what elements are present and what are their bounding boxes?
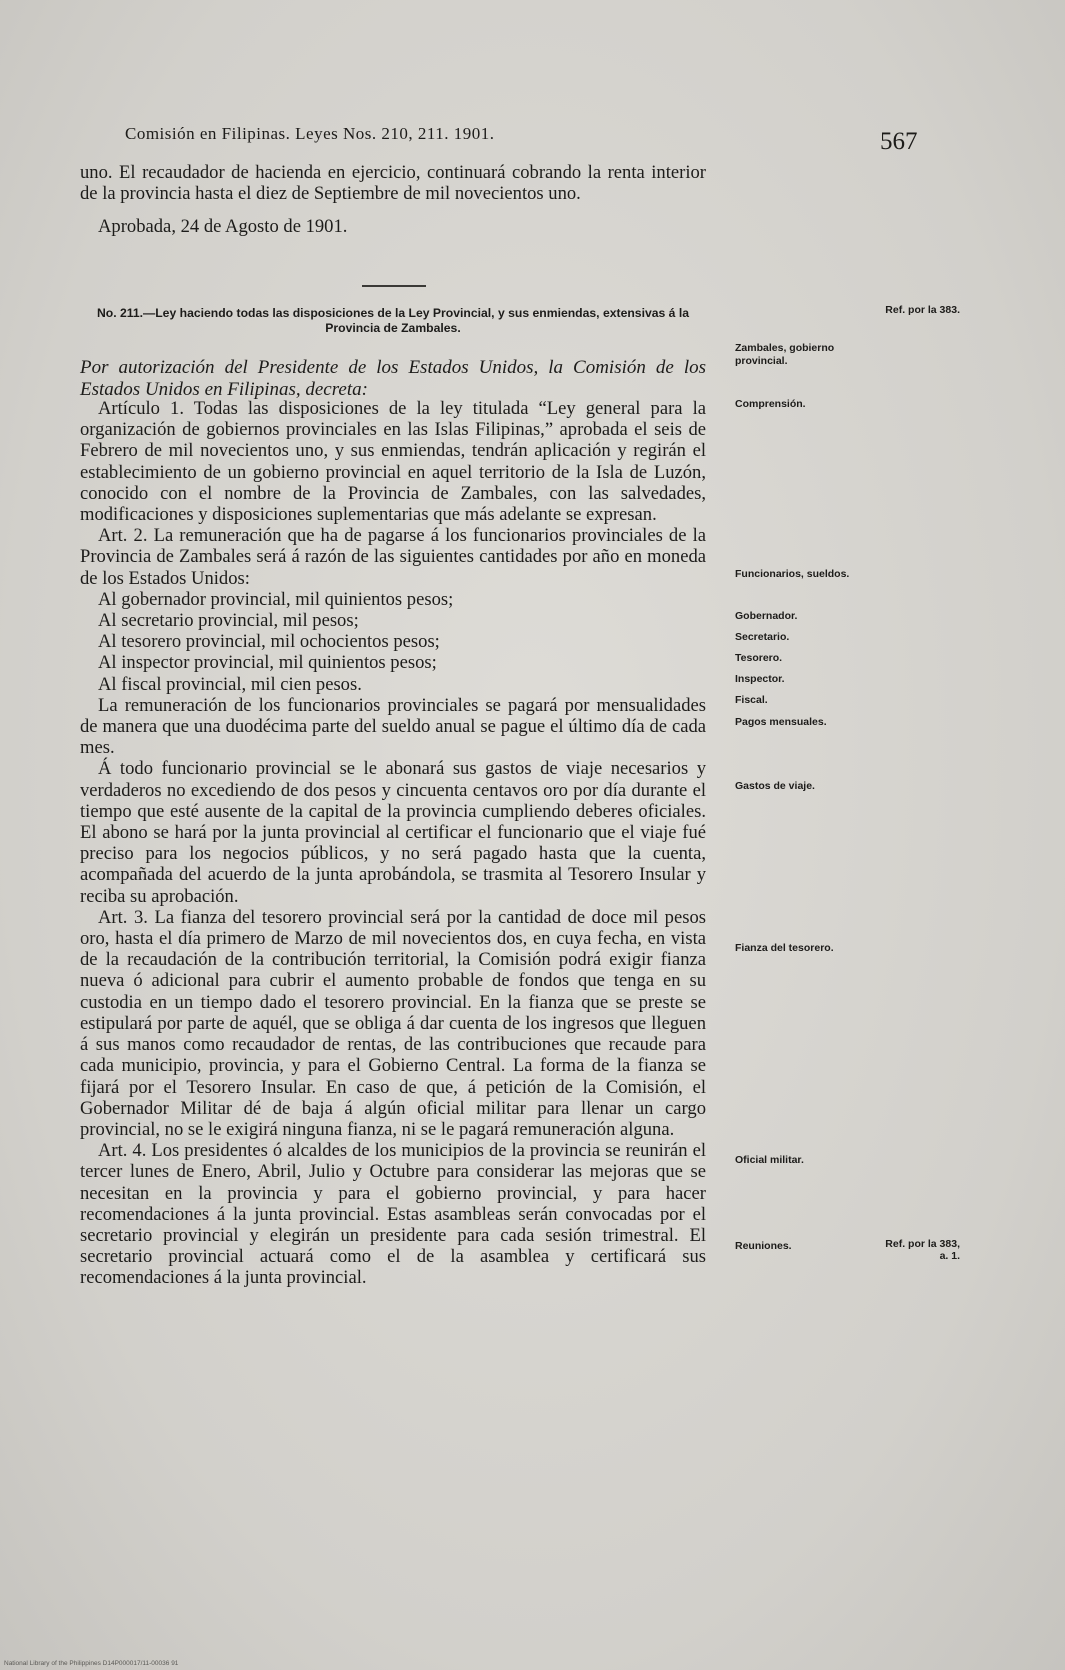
margin-note: Fianza del tesorero.	[735, 942, 834, 954]
top-paragraphs	[80, 162, 706, 238]
articles	[80, 398, 706, 1289]
paragraph: uno. El recaudador de hacienda en ejercicio, continuará cobrando la renta interior de la provincia hasta el diez de Septiembre de mil novecientos uno.	[80, 162, 706, 205]
article-3: Art. 3. La fianza del tesorero provincial será por la cantidad de doce mil pesos oro, hasta el día primero de Marzo de mil novecientos dos, en cuya fecha, en vista de la recaudación de la contribución territorial, la Comisión podrá exigir fianza nueva ó adicional para cubrir el aumento probable de fondos que tenga en su custodia en un tiempo dado el tesorero provincial. En la fianza que se preste se estipulará por parte de aquél, que se obliga á dar cuenta de los ingresos que lleguen á sus manos como recaudador de rentas, de las contribuciones que recaude para cada municipio, provincia, y para el Gobierno Central. La forma de la fianza se fijará por el Tesorero Insular. En caso de que, á petición de la Comisión, el Gobernador Militar dé de baja á algún oficial militar para llenar un cargo provincial, no se le exigirá ninguna fianza, ni se le pagará remuneración alguna.	[80, 906, 706, 1140]
margin-note: Gastos de viaje.	[735, 780, 815, 792]
salary-item: Al secretario provincial, mil pesos;	[98, 610, 359, 632]
reference-note: Ref. por la 383, a. 1.	[885, 1238, 960, 1262]
margin-note: Zambales, gobierno provincial.	[735, 342, 835, 367]
section-divider	[362, 285, 426, 287]
page-number: 567	[880, 128, 918, 155]
running-title: Comisión en Filipinas. Leyes Nos. 210, 211. 1901.	[125, 124, 495, 143]
margin-note: Secretario.	[735, 631, 790, 643]
margin-note: Gobernador.	[735, 610, 798, 622]
margin-note: Comprensión.	[735, 398, 806, 410]
travel-expense-paragraph: Á todo funcionario provincial se le abonará sus gastos de viaje necesarios y verdaderos no excediendo de dos pesos y cincuenta centavos oro por día durante el tiempo que esté ausente de la capital de la provincia cumpliendo deberes oficiales. El abono se hará por la junta provincial al certificar el funcionario que el viaje fué preciso para los negocios públicos, y no será pagado hasta que la cuenta, acompañada del acuerdo de la junta aprobándola, se trasmita al Tesorero Insular y reciba su aprobación.	[80, 758, 706, 907]
margin-note: Oficial militar.	[735, 1154, 804, 1166]
enacting-clause: Por autorización del Presidente de los Estados Unidos, la Comisión de los Estados Unidos en Filipinas, decreta:	[80, 357, 706, 400]
salary-item: Al gobernador provincial, mil quinientos pesos;	[98, 588, 454, 610]
margin-note: Tesorero.	[735, 652, 783, 664]
article-4: Art. 4. Los presidentes ó alcaldes de los municipios de la provincia se reunirán el tercer lunes de Enero, Abril, Julio y Octubre para considerar las mejoras que se necesitan en la provincia y para el gobierno provincial, y para hacer recomendaciones á la junta provincial. Estas asambleas serán convocadas por el secretario provincial y elegirán un presidente para cada sesión trimestral. El secretario provincial actuará como el de la asamblea y certificará sus recomendaciones á la junta provincial.	[80, 1140, 706, 1289]
margin-note: Pagos mensuales.	[735, 716, 827, 728]
margin-note: Inspector.	[735, 673, 785, 685]
archive-footer: National Library of the Philippines D14P000017/11-00036 91	[4, 1660, 179, 1667]
reference-note: Ref. por la 383.	[885, 304, 960, 316]
monthly-payment-paragraph: La remuneración de los funcionarios provinciales se pagará por mensualidades de manera que una duodécima parte del sueldo anual se pague el último día de cada mes.	[80, 694, 706, 759]
article-2: Art. 2. La remuneración que ha de pagarse á los funcionarios provinciales de la Provincia de Zambales será á razón de las siguientes cantidades por año en moneda de los Estados Unidos:	[80, 525, 706, 589]
salary-item: Al inspector provincial, mil quinientos pesos;	[98, 652, 437, 674]
article-1: Artículo 1. Todas las disposiciones de la ley titulada “Ley general para la organización de gobiernos provinciales en las Islas Filipinas,” aprobada el seis de Febrero de mil novecientos uno, y sus enmiendas, tendrán aplicación y regirán el establecimiento de un gobierno provincial en aquel territorio de la Isla de Luzón, conocido con el nombre de la Provincia de Zambales, con las salvedades, modificaciones y disposiciones suplementarias que más adelante se expresan.	[80, 398, 706, 526]
law-heading: No. 211.—Ley haciendo todas las disposiciones de la Ley Provincial, y sus enmiendas, extensivas á la Provincia de Zambales.	[96, 306, 689, 335]
salary-item: Al fiscal provincial, mil cien pesos.	[98, 673, 362, 695]
margin-note: Funcionarios, sueldos.	[735, 568, 850, 580]
margin-note: Reuniones.	[735, 1240, 792, 1252]
approval-line: Aprobada, 24 de Agosto de 1901.	[98, 216, 348, 238]
margin-note: Fiscal.	[735, 694, 768, 706]
salary-item: Al tesorero provincial, mil ochocientos pesos;	[98, 631, 440, 653]
